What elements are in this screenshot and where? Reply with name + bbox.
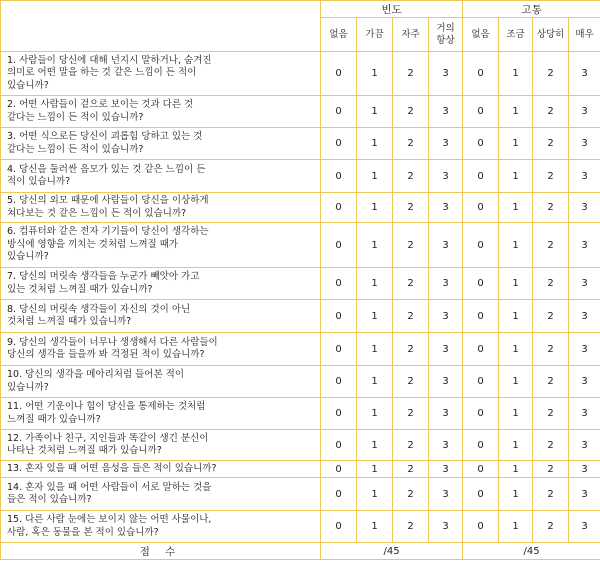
- distress-total: /45: [463, 543, 600, 560]
- frequency-option-1[interactable]: 1: [357, 300, 393, 333]
- distress-option-2[interactable]: 2: [533, 268, 569, 300]
- question-text: [1, 511, 321, 543]
- distress-option-3[interactable]: 3: [569, 52, 600, 96]
- question-line: 있습니까?: [7, 251, 49, 263]
- question-line: 있습니까?: [7, 79, 49, 91]
- frequency-option-1[interactable]: 1: [357, 223, 393, 268]
- frequency-option-0[interactable]: 0: [321, 430, 357, 461]
- distress-option-0[interactable]: 0: [463, 511, 499, 543]
- distress-option-2[interactable]: 2: [533, 478, 569, 511]
- frequency-option-0[interactable]: 0: [321, 300, 357, 333]
- distress-option-0[interactable]: 0: [463, 193, 499, 223]
- question-text: [1, 430, 321, 461]
- distress-col-header: 조금: [499, 18, 533, 52]
- frequency-option-1[interactable]: 1: [357, 461, 393, 478]
- frequency-option-1[interactable]: 1: [357, 268, 393, 300]
- frequency-group-header: 빈도: [321, 1, 463, 18]
- question-line: 나타난 것처럼 느껴질 때가 있습니까?: [7, 445, 162, 456]
- distress-option-3[interactable]: 3: [569, 268, 600, 300]
- question-line: 9. 당신의 생각들이 너무나 생생해서 다른 사람들이: [7, 336, 218, 348]
- question-text: [1, 366, 321, 398]
- frequency-option-3[interactable]: 3: [429, 128, 463, 160]
- question-line: 14. 혼자 있을 때 어떤 사람들이 서로 말하는 것을: [7, 481, 212, 493]
- distress-option-1[interactable]: 1: [499, 511, 533, 543]
- frequency-col-header: 없음: [321, 18, 357, 52]
- question-row: [1, 268, 600, 300]
- distress-option-2[interactable]: 2: [533, 160, 569, 193]
- question-line: 8. 당신의 머릿속 생각들이 자신의 것이 아닌: [7, 303, 191, 315]
- question-line: 있습니까?: [7, 381, 49, 393]
- question-line: 15. 다른 사람 눈에는 보이지 않는 어떤 사물이나,: [7, 514, 212, 525]
- frequency-col-header: 가끔: [357, 18, 393, 52]
- frequency-option-0[interactable]: 0: [321, 96, 357, 128]
- frequency-option-1[interactable]: 1: [357, 398, 393, 430]
- distress-option-1[interactable]: 1: [499, 398, 533, 430]
- distress-option-3[interactable]: 3: [569, 366, 600, 398]
- frequency-option-1[interactable]: 1: [357, 96, 393, 128]
- distress-option-0[interactable]: 0: [463, 268, 499, 300]
- question-row: [1, 160, 600, 193]
- question-line: 같다는 느낌이 든 적이 있습니까?: [7, 143, 144, 155]
- question-line: 사람, 혹은 동물을 본 적이 있습니까?: [7, 526, 159, 538]
- distress-option-3[interactable]: 3: [569, 160, 600, 193]
- frequency-option-3[interactable]: 3: [429, 300, 463, 333]
- question-line: 12. 가족이나 친구, 지인들과 똑같이 생긴 분신이: [7, 432, 209, 444]
- distress-option-1[interactable]: 1: [499, 300, 533, 333]
- frequency-option-3[interactable]: 3: [429, 511, 463, 543]
- distress-option-2[interactable]: 2: [533, 366, 569, 398]
- distress-option-2[interactable]: 2: [533, 430, 569, 461]
- frequency-option-0[interactable]: 0: [321, 160, 357, 193]
- question-line: 당신의 생각을 들을까 봐 걱정된 적이 있습니까?: [7, 349, 205, 360]
- distress-option-3[interactable]: 3: [569, 193, 600, 223]
- frequency-option-0[interactable]: 0: [321, 268, 357, 300]
- question-text: [1, 52, 321, 96]
- distress-option-3[interactable]: 3: [569, 430, 600, 461]
- question-text: [1, 461, 321, 478]
- frequency-option-1[interactable]: 1: [357, 511, 393, 543]
- distress-option-3[interactable]: 3: [569, 461, 600, 478]
- question-text: [1, 333, 321, 366]
- distress-option-3[interactable]: 3: [569, 223, 600, 268]
- frequency-option-2[interactable]: 2: [393, 430, 429, 461]
- frequency-option-1[interactable]: 1: [357, 52, 393, 96]
- frequency-option-2[interactable]: 2: [393, 398, 429, 430]
- frequency-option-2[interactable]: 2: [393, 300, 429, 333]
- distress-option-3[interactable]: 3: [569, 128, 600, 160]
- frequency-option-3[interactable]: 3: [429, 160, 463, 193]
- frequency-option-0[interactable]: 0: [321, 333, 357, 366]
- distress-option-3[interactable]: 3: [569, 96, 600, 128]
- question-line: 1. 사람들이 당신에 대해 넌지시 말하거나, 숨겨진: [7, 54, 212, 66]
- frequency-option-3[interactable]: 3: [429, 398, 463, 430]
- frequency-option-2[interactable]: 2: [393, 160, 429, 193]
- frequency-option-2[interactable]: 2: [393, 268, 429, 300]
- distress-option-1[interactable]: 1: [499, 160, 533, 193]
- distress-option-0[interactable]: 0: [463, 366, 499, 398]
- frequency-option-0[interactable]: 0: [321, 398, 357, 430]
- frequency-option-1[interactable]: 1: [357, 160, 393, 193]
- question-line: 같다는 느낌이 든 적이 있습니까?: [7, 111, 144, 123]
- question-line: 5. 당신의 외모 때문에 사람들이 당신을 이상하게: [7, 195, 209, 206]
- question-text: [1, 398, 321, 430]
- distress-option-2[interactable]: 2: [533, 128, 569, 160]
- question-line: 13. 혼자 있을 때 어떤 음성을 들은 적이 있습니까?: [7, 462, 217, 474]
- question-text: [1, 223, 321, 268]
- question-text: [1, 478, 321, 511]
- distress-option-3[interactable]: 3: [569, 478, 600, 511]
- distress-option-0[interactable]: 0: [463, 333, 499, 366]
- frequency-option-1[interactable]: 1: [357, 430, 393, 461]
- distress-col-header: 상당히: [533, 18, 569, 52]
- distress-option-3[interactable]: 3: [569, 300, 600, 333]
- question-line: 느껴질 때가 있습니까?: [7, 413, 101, 425]
- distress-option-0[interactable]: 0: [463, 96, 499, 128]
- distress-col-header: 없음: [463, 18, 499, 52]
- distress-option-1[interactable]: 1: [499, 268, 533, 300]
- distress-group-header: 고통: [463, 1, 600, 18]
- distress-option-0[interactable]: 0: [463, 160, 499, 193]
- question-row: [1, 223, 600, 268]
- distress-option-0[interactable]: 0: [463, 430, 499, 461]
- frequency-option-2[interactable]: 2: [393, 96, 429, 128]
- question-text: [1, 160, 321, 193]
- frequency-option-3[interactable]: 3: [429, 333, 463, 366]
- distress-col-header: 매우: [569, 18, 600, 52]
- frequency-option-2[interactable]: 2: [393, 366, 429, 398]
- distress-option-2[interactable]: 2: [533, 300, 569, 333]
- frequency-option-0[interactable]: 0: [321, 128, 357, 160]
- frequency-option-2[interactable]: 2: [393, 193, 429, 223]
- question-line: 쳐다보는 것 같은 느낌이 든 적이 있습니까?: [7, 207, 187, 219]
- distress-option-2[interactable]: 2: [533, 461, 569, 478]
- distress-option-1[interactable]: 1: [499, 478, 533, 511]
- distress-option-1[interactable]: 1: [499, 52, 533, 96]
- distress-option-0[interactable]: 0: [463, 461, 499, 478]
- question-row: [1, 430, 600, 461]
- frequency-col-header: 자주: [393, 18, 429, 52]
- frequency-option-2[interactable]: 2: [393, 52, 429, 96]
- frequency-option-2[interactable]: 2: [393, 223, 429, 268]
- frequency-option-2[interactable]: 2: [393, 333, 429, 366]
- question-row: [1, 52, 600, 96]
- frequency-option-3[interactable]: 3: [429, 268, 463, 300]
- question-text: [1, 300, 321, 333]
- frequency-option-1[interactable]: 1: [357, 128, 393, 160]
- frequency-option-2[interactable]: 2: [393, 511, 429, 543]
- question-line: 의미로 어떤 말을 하는 것 같은 느낌이 든 적이: [7, 67, 197, 79]
- distress-option-1[interactable]: 1: [499, 128, 533, 160]
- distress-option-3[interactable]: 3: [569, 511, 600, 543]
- distress-option-3[interactable]: 3: [569, 333, 600, 366]
- frequency-option-3[interactable]: 3: [429, 478, 463, 511]
- frequency-option-2[interactable]: 2: [393, 128, 429, 160]
- frequency-option-1[interactable]: 1: [357, 193, 393, 223]
- distress-option-0[interactable]: 0: [463, 478, 499, 511]
- question-line: 방식에 영향을 끼치는 것처럼 느껴질 때가: [7, 238, 179, 250]
- question-text: [1, 96, 321, 128]
- distress-option-2[interactable]: 2: [533, 511, 569, 543]
- distress-option-0[interactable]: 0: [463, 52, 499, 96]
- question-line: 4. 당신을 둘러싼 음모가 있는 것 같은 느낌이 든: [7, 163, 206, 175]
- question-row: [1, 398, 600, 430]
- question-text: [1, 268, 321, 300]
- distress-option-2[interactable]: 2: [533, 193, 569, 223]
- frequency-total: /45: [321, 543, 463, 560]
- distress-option-1[interactable]: 1: [499, 333, 533, 366]
- frequency-option-2[interactable]: 2: [393, 461, 429, 478]
- question-row: [1, 478, 600, 511]
- frequency-option-3[interactable]: 3: [429, 223, 463, 268]
- frequency-option-3[interactable]: 3: [429, 193, 463, 223]
- frequency-option-0[interactable]: 0: [321, 223, 357, 268]
- frequency-option-3[interactable]: 3: [429, 96, 463, 128]
- question-row: [1, 511, 600, 543]
- question-line: 있는 것처럼 느껴질 때가 있습니까?: [7, 283, 153, 295]
- question-row: [1, 193, 600, 223]
- frequency-option-3[interactable]: 3: [429, 461, 463, 478]
- frequency-col-header: 거의 항상: [429, 18, 463, 52]
- distress-option-0[interactable]: 0: [463, 398, 499, 430]
- question-line: 10. 당신의 생각을 메아리처럼 들어본 적이: [7, 369, 185, 380]
- frequency-option-3[interactable]: 3: [429, 366, 463, 398]
- frequency-option-3[interactable]: 3: [429, 52, 463, 96]
- question-line: 11. 어떤 기운이나 힘이 당신을 통제하는 것처럼: [7, 401, 206, 412]
- question-line: 6. 컴퓨터와 같은 전자 기기들이 당신이 생각하는: [7, 226, 209, 238]
- frequency-option-1[interactable]: 1: [357, 333, 393, 366]
- question-row: [1, 333, 600, 366]
- distress-option-0[interactable]: 0: [463, 128, 499, 160]
- frequency-option-1[interactable]: 1: [357, 478, 393, 511]
- frequency-option-2[interactable]: 2: [393, 478, 429, 511]
- question-line: 2. 어떤 사람들이 겉으로 보이는 것과 다른 것: [7, 99, 194, 110]
- distress-option-1[interactable]: 1: [499, 366, 533, 398]
- distress-option-1[interactable]: 1: [499, 223, 533, 268]
- question-line: 것처럼 느껴질 때가 있습니까?: [7, 316, 132, 327]
- question-line: 3. 어떤 식으로든 당신이 괴롭힘 당하고 있는 것: [7, 131, 203, 142]
- question-row: [1, 96, 600, 128]
- frequency-option-1[interactable]: 1: [357, 366, 393, 398]
- distress-option-0[interactable]: 0: [463, 223, 499, 268]
- distress-option-1[interactable]: 1: [499, 430, 533, 461]
- distress-option-1[interactable]: 1: [499, 96, 533, 128]
- question-line: 7. 당신의 머릿속 생각들을 누군가 빼앗아 가고: [7, 271, 200, 282]
- distress-option-3[interactable]: 3: [569, 398, 600, 430]
- question-row: [1, 128, 600, 160]
- frequency-option-0[interactable]: 0: [321, 366, 357, 398]
- distress-option-1[interactable]: 1: [499, 193, 533, 223]
- distress-option-2[interactable]: 2: [533, 333, 569, 366]
- question-row: [1, 300, 600, 333]
- distress-option-2[interactable]: 2: [533, 96, 569, 128]
- frequency-option-0[interactable]: 0: [321, 461, 357, 478]
- question-text: [1, 128, 321, 160]
- distress-option-1[interactable]: 1: [499, 461, 533, 478]
- question-row: [1, 461, 600, 478]
- question-text: [1, 193, 321, 223]
- question-line: 적이 있습니까?: [7, 176, 71, 187]
- frequency-option-3[interactable]: 3: [429, 430, 463, 461]
- question-header-cell: [1, 1, 321, 52]
- frequency-option-0[interactable]: 0: [321, 52, 357, 96]
- question-line: 들은 적이 있습니까?: [7, 494, 92, 505]
- distress-option-0[interactable]: 0: [463, 300, 499, 333]
- distress-option-2[interactable]: 2: [533, 398, 569, 430]
- distress-option-2[interactable]: 2: [533, 223, 569, 268]
- distress-option-2[interactable]: 2: [533, 52, 569, 96]
- frequency-option-0[interactable]: 0: [321, 193, 357, 223]
- frequency-option-0[interactable]: 0: [321, 511, 357, 543]
- frequency-option-0[interactable]: 0: [321, 478, 357, 511]
- question-row: [1, 366, 600, 398]
- score-label: 점 수: [1, 543, 321, 560]
